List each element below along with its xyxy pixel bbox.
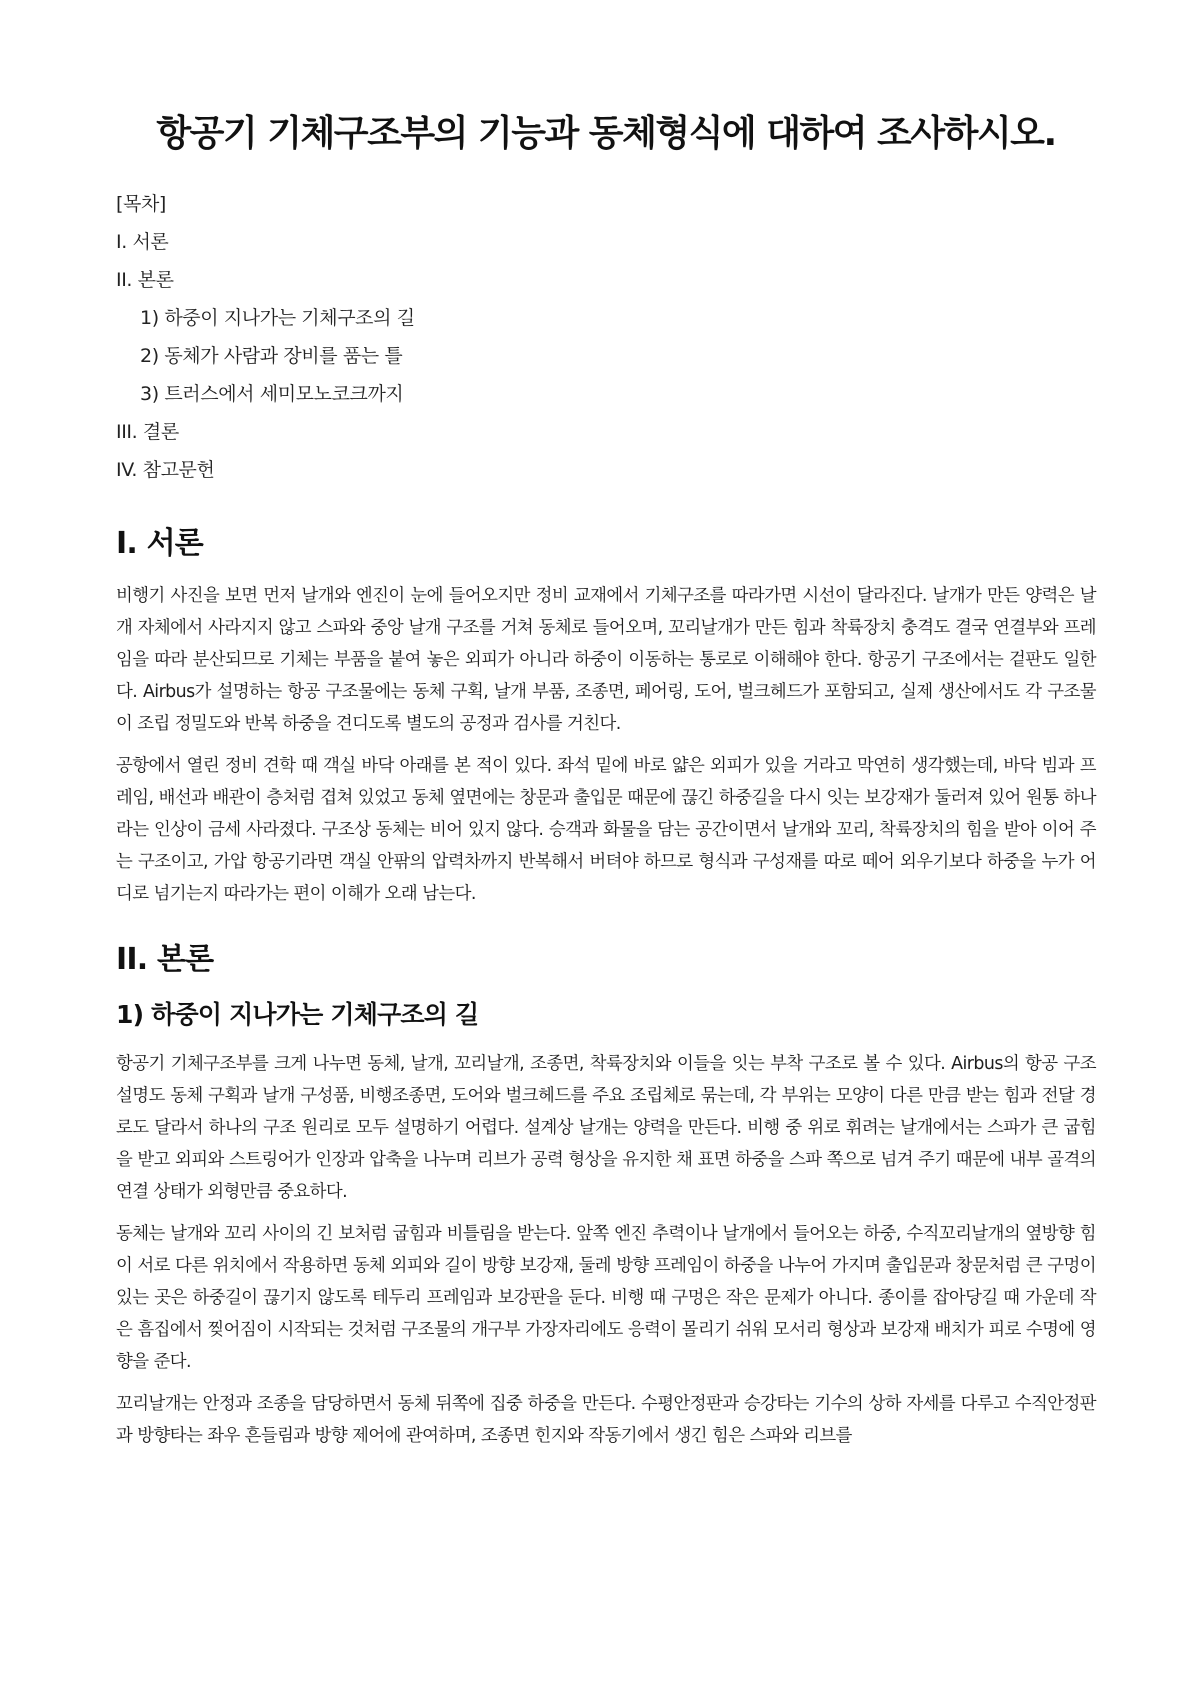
toc-item-body-2: 2) 동체가 사람과 장비를 품는 틀: [140, 345, 403, 367]
toc-item-body-1: 1) 하중이 지나가는 기체구조의 길: [140, 307, 415, 329]
intro-paragraph-2: 공항에서 열린 정비 견학 때 객실 바닥 아래를 본 적이 있다. 좌석 밑에 바로 얇은 외피가 있을 거라고 막연히 생각했는데, 바닥 빔과 프레임, 배선과 배관이 층처럼 겹쳐 있었고 동체 옆면에는 창문과 출입문 때문에 끊긴 하중길을 다시 잇는 보강재가 둘러져 있어 원통 하나라는 인상이 금세 사라졌다. 구조상 동체는 비어 있지 않다. 승객과 화물을 담는 공간이면서 날개와 꼬리, 착륙장치의 힘을 받아 이어 주는 구조이고, 가압 항공기라면 객실 안팎의 압력차까지 반복해서 버텨야 하므로 형식과 구성재를 따로 떼어 외우기보다 하중을 누가 어디로 넘기는지 따라가는 편이 이해가 오래 남는다.: [116, 756, 1096, 904]
intro-heading: I. 서론: [116, 526, 203, 561]
intro-paragraph-1: 비행기 사진을 보면 먼저 날개와 엔진이 눈에 들어오지만 정비 교재에서 기체구조를 따라가면 시선이 달라진다. 날개가 만든 양력은 날개 자체에서 사라지지 않고 스파와 중앙 날개 구조를 거쳐 동체로 들어오며, 꼬리날개가 만든 힘과 착륙장치 충격도 결국 연결부와 프레임을 따라 분산되므로 기체는 부품을 붙여 놓은 외피가 아니라 하중이 이동하는 통로로 이해해야 한다. 항공기 구조에서는 겉판도 일한다. Airbus가 설명하는 항공 구조물에는 동체 구획, 날개 부품, 조종면, 페어링, 도어, 벌크헤드가 포함되고, 실제 생산에서도 각 구조물이 조립 정밀도와 반복 하중을 견디도록 별도의 공정과 검사를 거친다.: [116, 586, 1096, 734]
intro-section: [116, 522, 1096, 910]
toc-item-intro: I. 서론: [116, 231, 169, 253]
body-section: [116, 938, 1096, 1452]
subsection-1-paragraph-2: 동체는 날개와 꼬리 사이의 긴 보처럼 굽힘과 비틀림을 받는다. 앞쪽 엔진 추력이나 날개에서 들어오는 하중, 수직꼬리날개의 옆방향 힘이 서로 다른 위치에서 작용하면 동체 외피와 길이 방향 보강재, 둘레 방향 프레임이 하중을 나누어 가지며 출입문과 창문처럼 큰 구멍이 있는 곳은 하중길이 끊기지 않도록 테두리 프레임과 보강판을 둔다. 비행 때 구멍은 작은 문제가 아니다. 종이를 잡아당길 때 가운데 작은 흠집에서 찢어짐이 시작되는 것처럼 구조물의 개구부 가장자리에도 응력이 몰리기 쉬워 모서리 형상과 보강재 배치가 피로 수명에 영향을 준다.: [116, 1224, 1096, 1372]
subsection-1-heading: 1) 하중이 지나가는 기체구조의 길: [116, 1000, 479, 1029]
toc-heading: [목차]: [116, 193, 166, 215]
body-heading: II. 본론: [116, 942, 214, 977]
subsection-1-paragraph-3: 꼬리날개는 안정과 조종을 담당하면서 동체 뒤쪽에 집중 하중을 만든다. 수평안정판과 승강타는 기수의 상하 자세를 다루고 수직안정판과 방향타는 좌우 흔들림과 방향 제어에 관여하며, 조종면 힌지와 작동기에서 생긴 힘은 스파와 리브를: [116, 1394, 1096, 1446]
toc-item-references: IV. 참고문헌: [116, 459, 215, 481]
toc-item-body-3: 3) 트러스에서 세미모노코크까지: [140, 383, 404, 405]
toc-item-conclusion: III. 결론: [116, 421, 179, 443]
document-title: 항공기 기체구조부의 기능과 동체형식에 대하여 조사하시오.: [156, 113, 1056, 154]
table-of-contents: [116, 190, 1096, 484]
toc-item-body: II. 본론: [116, 269, 174, 291]
subsection-1-paragraph-1: 항공기 기체구조부를 크게 나누면 동체, 날개, 꼬리날개, 조종면, 착륙장치와 이들을 잇는 부착 구조로 볼 수 있다. Airbus의 항공 구조 설명도 동체 구획과 날개 구성품, 비행조종면, 도어와 벌크헤드를 주요 조립체로 묶는데, 각 부위는 모양이 다른 만큼 받는 힘과 전달 경로도 달라서 하나의 구조 원리로 모두 설명하기 어렵다. 설계상 날개는 양력을 만든다. 비행 중 위로 휘려는 날개에서는 스파가 큰 굽힘을 받고 외피와 스트링어가 인장과 압축을 나누며 리브가 공력 형상을 유지한 채 표면 하중을 스파 쪽으로 넘겨 주기 때문에 내부 골격의 연결 상태가 외형만큼 중요하다.: [116, 1054, 1096, 1202]
